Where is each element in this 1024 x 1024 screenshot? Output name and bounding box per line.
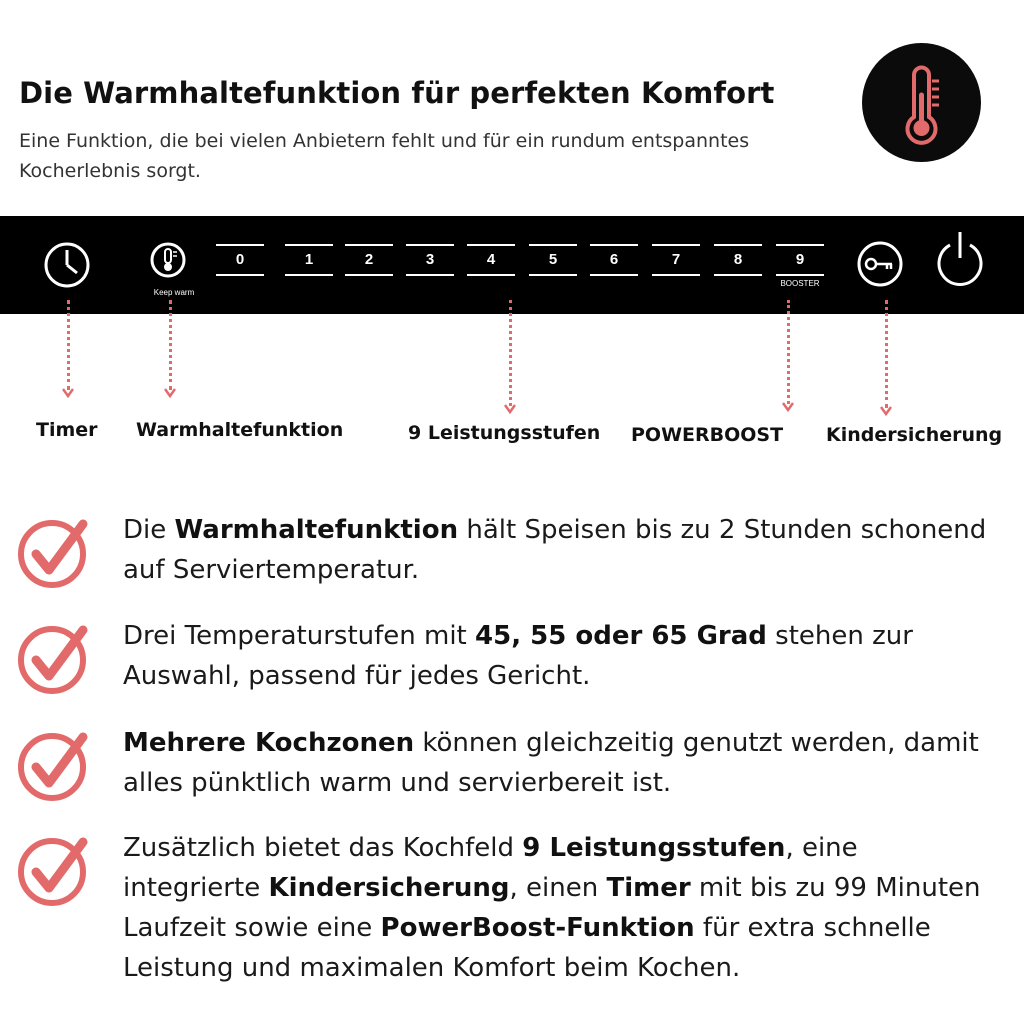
booster-label: BOOSTER	[780, 279, 820, 288]
checkmark-icon	[16, 514, 92, 590]
keep-warm-arrow	[164, 300, 176, 402]
power-level-1[interactable]: 1	[285, 244, 333, 276]
feature-text: Drei Temperaturstufen mit 45, 55 oder 65 Grad stehen zur Auswahl, passend für jedes Gericht.	[123, 621, 913, 691]
keep-warm-icon[interactable]	[150, 240, 186, 284]
callout-timer: Timer	[36, 419, 98, 441]
power-level-3[interactable]: 3	[406, 244, 454, 276]
power-level-7[interactable]: 7	[652, 244, 700, 276]
thermometer-icon	[862, 43, 981, 162]
callout-child-lock: Kindersicherung	[826, 424, 1003, 446]
callout-powerboost: POWERBOOST	[631, 424, 784, 446]
key-lock-icon[interactable]	[856, 240, 904, 288]
booster-arrow	[782, 300, 794, 416]
timer-icon[interactable]	[42, 240, 92, 290]
thermometer-badge	[862, 43, 981, 162]
callout-power-levels: 9 Leistungsstufen	[408, 422, 601, 444]
keep-warm-label: Keep warm	[153, 288, 195, 297]
levels-arrow	[504, 300, 516, 418]
checkmark-icon	[16, 620, 92, 696]
child-lock-arrow	[880, 300, 892, 420]
checkmark-icon	[16, 727, 92, 803]
timer-arrow	[62, 300, 74, 402]
feature-text: Mehrere Kochzonen können gleichzeitig genutzt werden, damit alles pünktlich warm und servierbereit ist.	[123, 728, 979, 798]
power-level-6[interactable]: 6	[590, 244, 638, 276]
power-level-2[interactable]: 2	[345, 244, 393, 276]
feature-text: Zusätzlich bietet das Kochfeld 9 Leistungsstufen, eine integrierte Kindersicherung, einen Timer mit bis zu 99 Minuten Laufzeit sowie eine PowerBoost-Funktion für extra schnelle Leistung und maximalen Komfort beim Kochen.	[123, 833, 981, 983]
power-level-5[interactable]: 5	[529, 244, 577, 276]
checkmark-icon	[16, 832, 92, 908]
power-icon[interactable]	[933, 228, 987, 288]
page-subtitle: Eine Funktion, die bei vielen Anbietern fehlt und für ein rundum entspanntes Kocherlebnis sorgt.	[19, 130, 750, 182]
power-level-9[interactable]: 9	[776, 244, 824, 276]
power-level-4[interactable]: 4	[467, 244, 515, 276]
page-title: Die Warmhaltefunktion für perfekten Komfort	[19, 76, 775, 110]
power-level-8[interactable]: 8	[714, 244, 762, 276]
power-level-0[interactable]: 0	[216, 244, 264, 276]
callout-keep-warm: Warmhaltefunktion	[136, 419, 344, 441]
feature-text: Die Warmhaltefunktion hält Speisen bis zu 2 Stunden schonend auf Serviertemperatur.	[123, 515, 987, 585]
